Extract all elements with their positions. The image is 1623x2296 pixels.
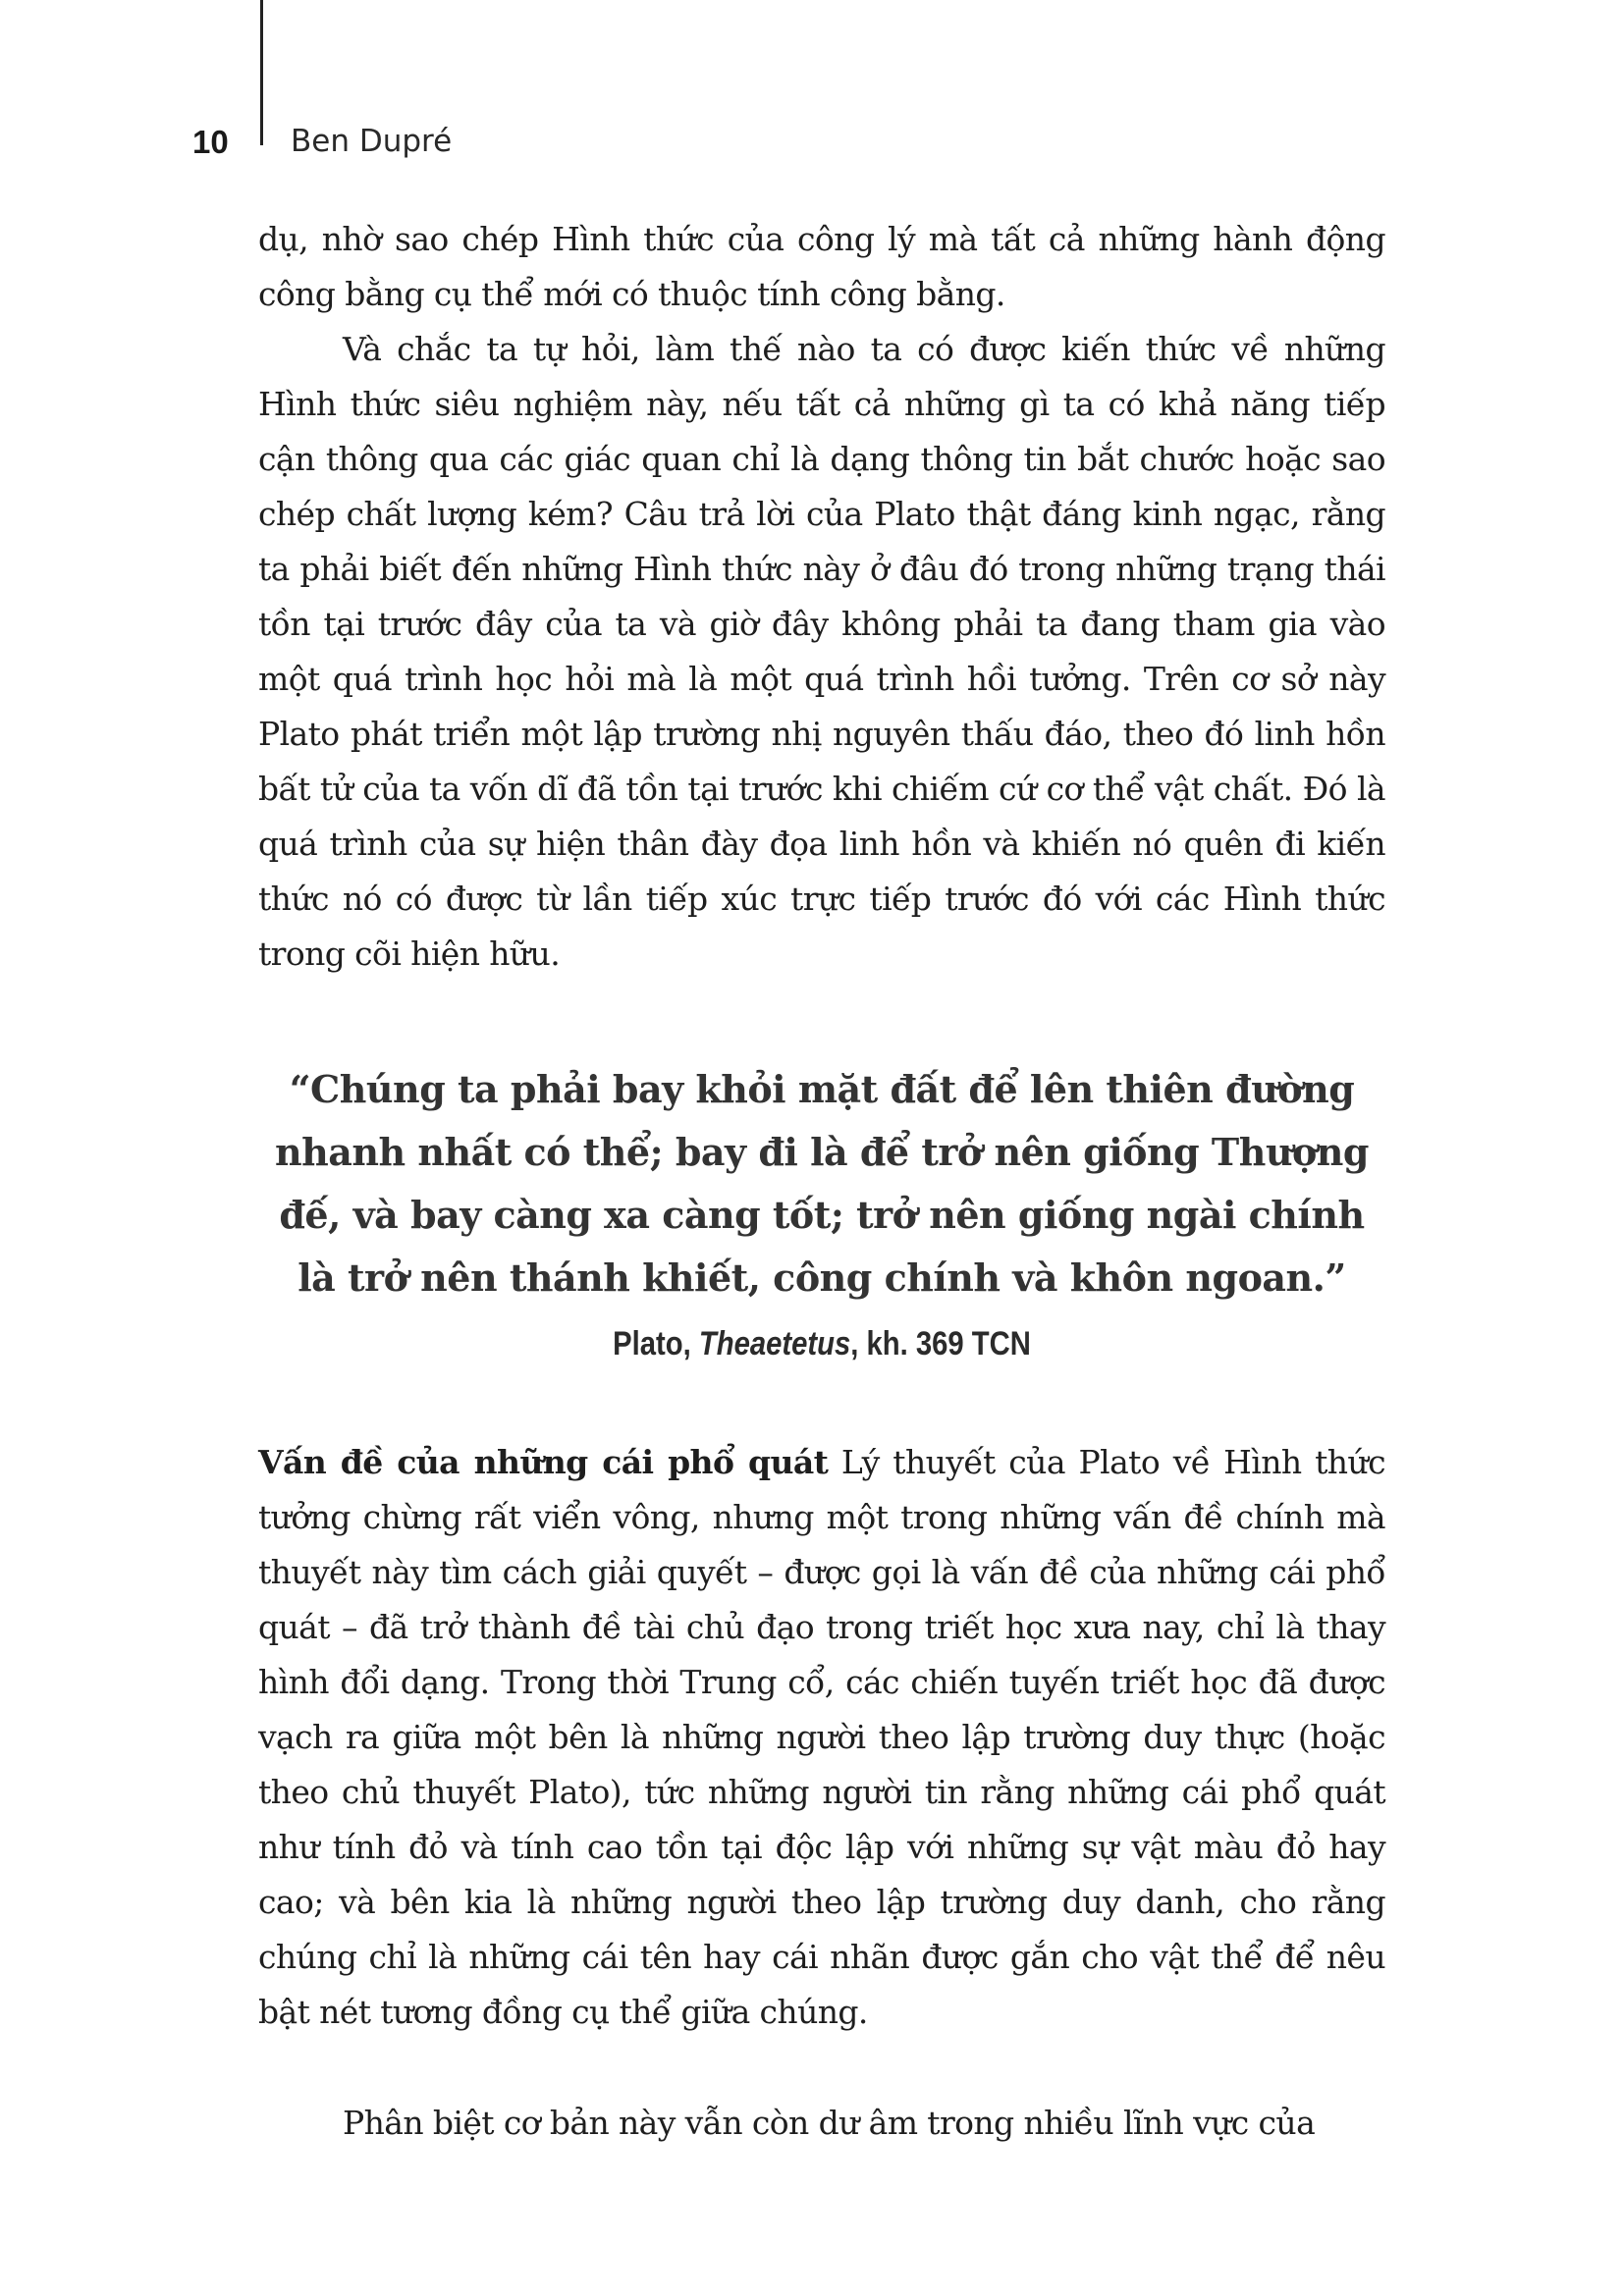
section-lead-in: Vấn đề của những cái phổ quát <box>258 1443 829 1481</box>
body-paragraph-recollection <box>258 322 1385 982</box>
header-rule <box>260 0 263 145</box>
section-body-text: Lý thuyết của Plato về Hình thức tưởng chừng rất viển vông, nhưng một trong những vấn đề chính mà thuyết này tìm cách giải quyết – được gọi là vấn đề của những cái phổ quát – đã trở thành đề tài chủ đạo trong triết học xưa nay, chỉ là thay hình đổi dạng. Trong thời Trung cổ, các chiến tuyến triết học đã được vạch ra giữa một bên là những người theo lập trường duy thực (hoặc theo chủ thuyết Plato), tức những người tin rằng những cái phổ quát như tính đỏ và tính cao tồn tại độc lập với những sự vật màu đỏ hay cao; và bên kia là những người theo lập trường duy danh, cho rằng chúng chỉ là những cái tên hay cái nhãn được gắn cho vật thể để nêu bật nét tương đồng cụ thể giữa chúng. <box>258 1443 1385 2031</box>
quote-author: Plato, <box>613 1325 699 1362</box>
pull-quote: “Chúng ta phải bay khỏi mặt đất để lên thiên đường nhanh nhất có thể; bay đi là để trở nên giống Thượng đế, và bay càng xa càng tốt; trở nên giống ngài chính là trở nên thánh khiết, công chính và khôn ngoan.” <box>274 1067 1370 1300</box>
quote-work-title: Theaetetus <box>698 1325 851 1362</box>
paragraph-text: Phân biệt cơ bản này vẫn còn dư âm trong nhiều lĩnh vực của <box>343 2104 1316 2142</box>
paragraph-text: Và chắc ta tự hỏi, làm thế nào ta có được kiến thức về những Hình thức siêu nghiệm này, nếu tất cả những gì ta có khả năng tiếp cận thông qua các giác quan chỉ là dạng thông tin bắt chước hoặc sao chép chất lượng kém? Câu trả lời của Plato thật đáng kinh ngạc, rằng ta phải biết đến những Hình thức này ở đâu đó trong những trạng thái tồn tại trước đây của ta và giờ đây không phải ta đang tham gia vào một quá trình học hỏi mà là một quá trình hồi tưởng. Trên cơ sở này Plato phát triển một lập trường nhị nguyên thấu đáo, theo đó linh hồn bất tử của ta vốn dĩ đã tồn tại trước khi chiếm cứ cơ thể vật chất. Đó là quá trình của sự hiện thân đày đọa linh hồn và khiến nó quên đi kiến thức nó có được từ lần tiếp xúc trực tiếp trước đó với các Hình thức trong cõi hiện hữu. <box>258 330 1385 973</box>
quote-attribution <box>337 1325 1306 1363</box>
page-number: 10 <box>192 124 229 160</box>
running-head-author: Ben Dupré <box>291 124 453 159</box>
body-paragraph-last-line <box>258 2096 1385 2151</box>
section-paragraph-universals <box>258 1435 1385 2040</box>
body-paragraph-continued: dụ, nhờ sao chép Hình thức của công lý mà tất cả những hành động công bằng cụ thể mới có thuộc tính công bằng. <box>258 220 1385 313</box>
quote-date: , kh. 369 TCN <box>850 1325 1031 1362</box>
